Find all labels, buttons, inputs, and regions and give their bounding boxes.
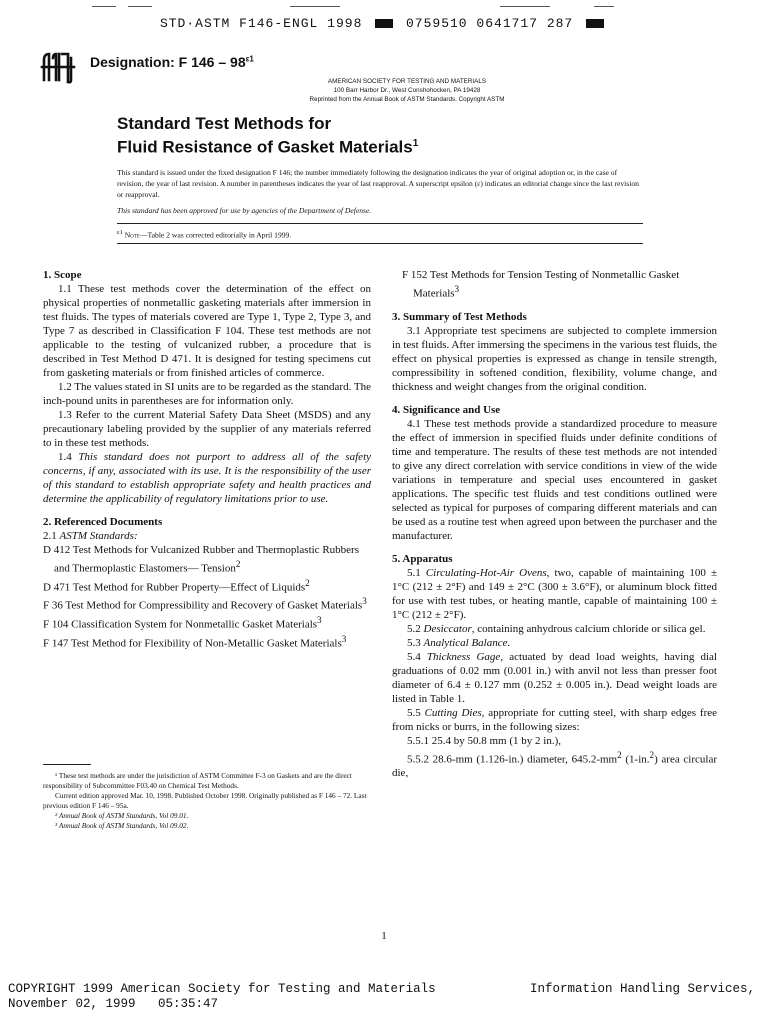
copyright-footer: [8, 982, 436, 1012]
paragraph-5-2: [392, 622, 717, 636]
footnote-marker: 3: [362, 596, 367, 607]
intro-text: This standard is issued under the fixed designation F 146; the number immediately following the designation indicates the year of original adoption or, in the case of revision, the year of last revision. A number in parentheses indicates the year of last reapproval. A superscript epsilon (ε) indicates an editorial change since the last revision or reapproval.: [117, 168, 639, 199]
reference-text: F 104 Classification System for Nonmetallic Gasket Materials: [43, 618, 318, 631]
superscript: 2: [649, 749, 655, 760]
title-footnote-marker: 1: [412, 138, 419, 149]
paragraph-5-4: [392, 650, 717, 706]
paragraph-text: , containing anhydrous calcium chloride or silica gel.: [471, 622, 706, 635]
paragraph-3-1: 3.1 Appropriate test specimens are subjected to complete immersion in test fluids. After immersing the specimens in the various test fluids, the effect on physical properties is expressed as change in tensile strength, compressibility in softened condition, flexibility, volume change, and thickness and weight changes from the original condition.: [392, 324, 717, 393]
paragraph-1-2: 1.2 The values stated in SI units are to be regarded as the standard. The inch-pound units in parentheses are for information only.: [43, 381, 372, 407]
page-number: 1: [381, 930, 387, 942]
publisher-address: 100 Barr Harbor Dr., West Conshohocken, PA 19428: [333, 87, 481, 94]
term: Desiccator: [423, 622, 472, 635]
subsection-title: ASTM Standards:: [59, 530, 138, 542]
footnote-marker: 3: [341, 633, 347, 644]
reprint-note: Reprinted from the Annual Book of ASTM Standards. Copyright ASTM: [309, 96, 505, 103]
epsilon-mark: ε1: [117, 229, 123, 236]
reference-item: [402, 268, 717, 301]
paragraph-number: 2.1: [43, 530, 60, 542]
paragraph-5-5-2: [392, 748, 717, 781]
editorial-note: [117, 229, 291, 240]
paragraph-text: , two, capable of maintaining 100 ± 1°C (212 ± 2°F) and 149 ± 2°C (300 ± 3.6°F), or aluminum block fitted for use with test tubes, or heating mantle, capable of maintaining 100 ± 1°C (212 ± 2°F).: [392, 566, 717, 621]
footnote-marker: 2: [305, 577, 310, 588]
dod-approval-note: This standard has been approved for use by agencies of the Department of Defense.: [117, 206, 372, 215]
section-heading-significance: 4. Significance and Use: [392, 403, 501, 416]
footnote-divider: [43, 764, 91, 765]
note-text: —Table 2 was corrected editorially in April 1999.: [139, 230, 292, 240]
scan-artifact-line: [500, 6, 550, 7]
footnote-2: ² Annual Book of ASTM Standards, Vol 09.01.: [55, 811, 189, 820]
footnote-1-edition: Current edition approved Mar. 10, 1998. Published October 1998. Originally published as F 146 – 72. Last previous edition F 146 – 95a.: [43, 791, 367, 810]
publisher-block: [262, 77, 552, 104]
left-column: [43, 268, 371, 650]
redaction-block: [375, 19, 393, 28]
footnote-3: ³ Annual Book of ASTM Standards, Vol 09.02.: [55, 821, 189, 830]
superscript: 2: [617, 749, 622, 760]
reference-item: [43, 613, 371, 632]
reference-item: [43, 576, 371, 595]
paragraph-text: (1-in.: [621, 753, 650, 766]
designation: [90, 54, 254, 70]
note-label: Note: [124, 230, 140, 240]
right-column: [392, 268, 717, 780]
title-line-1: Standard Test Methods for: [117, 114, 332, 133]
footnote-1: ¹ These test methods are under the jurisdiction of ASTM Committee F-3 on Gaskets and are the direct responsibility of Subcommittee F03.40 on Chemical Test Methods.: [43, 771, 352, 790]
document-serial: 0759510 0641717 287: [406, 16, 574, 31]
footnotes: [43, 771, 371, 831]
paragraph-5-5: [392, 706, 717, 734]
scan-artifact-line: [92, 6, 116, 7]
term: Circulating-Hot-Air Ovens: [425, 566, 547, 579]
paragraph-number: 5.2: [407, 622, 424, 635]
paragraph-text: ) area circular die,: [392, 753, 717, 780]
reference-item: [43, 632, 371, 651]
paragraph-text: 5.5.2 28.6-mm (1.126-in.) diameter, 645.2-mm: [407, 753, 618, 766]
designation-label: Designation: F 146 – 98: [90, 54, 246, 70]
designation-superscript: ε1: [245, 54, 254, 64]
paragraph-4-1: 4.1 These test methods provide a standardized procedure to measure the effect of immersion in specified fluids under definite conditions of time and temperature. The results of these test methods are not intended to give any direct correlation with service conditions in view of the wide variations in temperature and special uses encountered in gasket applications. The specific test fluids and test conditions outlined were selected as typical for purposes of comparing different materials and can be used as a routine test when agreed upon between the purchaser and the manufacturer.: [392, 417, 717, 542]
reference-item: [43, 543, 371, 576]
footnote-marker: 3: [317, 614, 322, 625]
term: Thickness Gage: [426, 650, 501, 663]
reference-text: F 36 Test Method for Compressibility and Recovery of Gasket Materials: [43, 599, 363, 612]
astm-logo-icon: [40, 50, 76, 84]
footnote-marker: 3: [454, 284, 460, 294]
paragraph-1-4: [43, 450, 371, 506]
title-line-2: Fluid Resistance of Gasket Materials: [117, 137, 413, 157]
paragraph-5-3: [392, 636, 717, 650]
paragraph-number: 5.5: [407, 706, 425, 719]
paragraph-number: 5.3: [407, 636, 424, 649]
document-title: [117, 114, 418, 158]
publisher-name: AMERICAN SOCIETY FOR TESTING AND MATERIALS: [327, 78, 487, 85]
reference-text: D 471 Test Method for Rubber Property—Effect of Liquids: [43, 581, 306, 594]
section-heading-apparatus: 5. Apparatus: [392, 552, 453, 565]
section-heading-scope: 1. Scope: [43, 269, 82, 281]
reference-text: D 412 Test Methods for Vulcanized Rubber and Thermoplastic Rubbers and Thermoplastic Elastomers— Tension: [43, 544, 359, 575]
safety-statement: This standard does not purport to address all of the safety concerns, if any, associated with its use. It is the responsibility of the user of this standard to establish appropriate safety and health practices and determine the applicability of regulatory limitations prior to use.: [43, 451, 372, 505]
paragraph-1-1: 1.1 These test methods cover the determination of the effect on physical properties of nonmetallic gasketing materials after immersion in test fluids. The types of materials covered are Type 1, Type 2, Type 3, and Type 7 as described in Classification F 104. These test methods are not applicable to the testing of vulcanized rubber, a procedure that is described in Test Method D 471. It is designed for testing specimens cut from gasketing materials or from finished articles of commerce.: [43, 283, 371, 379]
term: Cutting Dies: [424, 706, 482, 719]
paragraph-5-1: [392, 566, 717, 622]
section-heading-summary: 3. Summary of Test Methods: [392, 310, 527, 323]
reference-item: [43, 594, 371, 613]
intro-statement: [117, 167, 642, 216]
paragraph-number: 1.4: [58, 451, 79, 463]
divider: [117, 243, 643, 244]
footnote-marker: 2: [235, 559, 241, 569]
scan-artifact-line: [128, 6, 152, 7]
reference-text: F 147 Test Method for Flexibility of Non-Metallic Gasket Materials: [43, 637, 342, 650]
divider: [117, 223, 643, 224]
document-code-header: [0, 16, 768, 31]
scan-artifact-line: [594, 6, 614, 7]
paragraph-text: , appropriate for cutting steel, with sharp edges free from nicks or burrs, in the following sizes:: [392, 706, 717, 733]
paragraph-number: 5.1: [407, 566, 426, 579]
paragraph-1-3: 1.3 Refer to the current Material Safety Data Sheet (MSDS) and any precautionary labeling provided by the supplier of any materials referred to in these test methods.: [43, 409, 371, 449]
paragraph-number: 5.4: [407, 650, 427, 663]
paragraph-text: , actuated by dead load weights, having dial graduations of 0.02 mm (0.001 in.) with anvil not less than presser foot diameter of 6.4 ± 0.127 mm (0.252 ± 0.005 in.). Dead weight loads are listed in Table 1.: [392, 650, 718, 705]
copyright-line: COPYRIGHT 1999 American Society for Testing and Materials: [8, 982, 436, 996]
document-code: STD·ASTM F146-ENGL 1998: [159, 16, 363, 31]
scan-artifact-line: [290, 6, 340, 7]
timestamp-line: November 02, 1999 05:35:47: [8, 997, 219, 1011]
reference-text: F 152 Test Methods for Tension Testing of Nonmetallic Gasket Materials: [402, 269, 680, 300]
redaction-block: [586, 19, 604, 28]
section-heading-referenced-documents: 2. Referenced Documents: [43, 516, 163, 528]
paragraph-5-5-1: 5.5.1 25.4 by 50.8 mm (1 by 2 in.),: [407, 734, 561, 747]
provider-footer: Information Handling Services,: [530, 982, 756, 996]
astm-standards-label: [43, 529, 371, 543]
term: Analytical Balance.: [423, 636, 511, 649]
